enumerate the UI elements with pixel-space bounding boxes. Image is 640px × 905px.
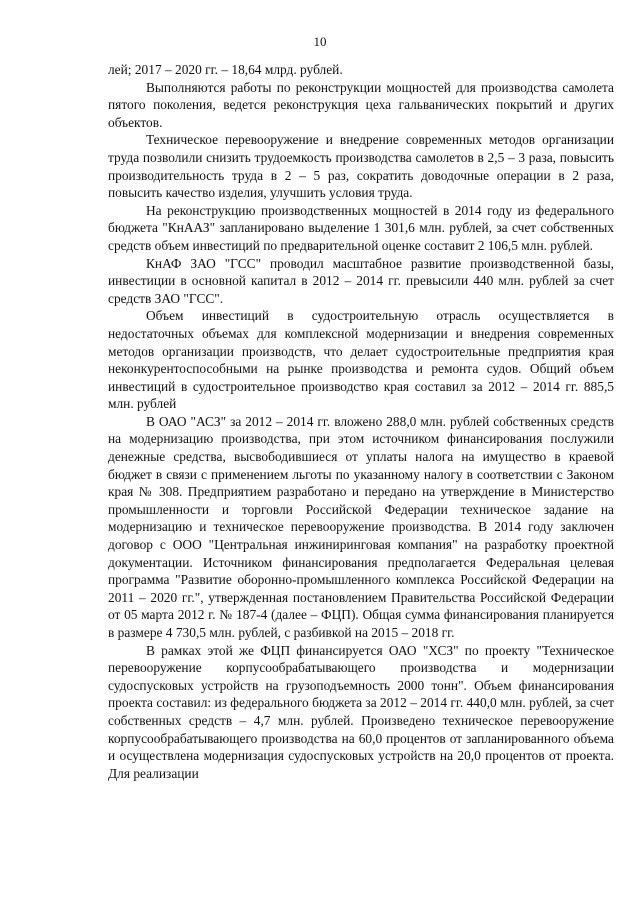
page-number: 10: [313, 34, 327, 49]
paragraph-continuation: лей; 2017 – 2020 гг. – 18,64 млрд. рублей.: [108, 62, 343, 77]
body-text: [108, 61, 614, 782]
paragraph-knaaz-funding: На реконструкцию производственных мощностей в 2014 году из федерального бюджета "КнААЗ" запланировано выделение 1 301,6 млн. рублей, за счет собственных средств объем инвестиций по предварительной оценке составит 2 106,5 млн. рублей.: [108, 202, 614, 253]
paragraph-shipbuilding-investment: Объем инвестиций в судостроительную отрасль осуществляется в недостаточных объемах для комплексной модернизации и внедрения современных методов организации производств, что делает судостроительные предприятия края неконкурентоспособными на рынке производства и ремонта судов. Общий объем инвестиций в судостроительное производство края составил за 2012 – 2014 гг. 885,5 млн. рублей: [108, 308, 614, 412]
paragraph-technical-reequipment: Техническое перевооружение и внедрение современных методов организации труда позволили снизить трудоемкость производства самолетов в 2,5 – 3 раза, повысить производительность труда в 2 – 5 раз, сократить доводочные операции в 2 раза, повысить качество изделия, улучшить условия труда.: [108, 132, 614, 201]
paragraph-asz-modernization: В ОАО "АСЗ" за 2012 – 2014 гг. вложено 288,0 млн. рублей собственных средств на модернизацию производства, при этом источником финансирования послужили денежные средства, высвободившиеся от уплаты налога на имущество в краевой бюджет в связи с применением льготы по указанному налогу в соответствии с Законом края № 308. Предприятием разработано и передано на утверждение в Министерство промышленности и торговли Российской Федерации техническое задание на модернизацию и техническое перевооружение производства. В 2014 году заключен договор с ООО "Центральная инжиниринговая компания" на разработку проектной документации. Источником финансирования предполагается Федеральная целевая программа "Развитие оборонно-промышленного комплекса Российской Федерации на 2011 – 2020 гг.", утвержденная постановлением Правительства Российской Федерации от 05 марта 2012 г. № 187-4 (далее – ФЦП). Общая сумма финансирования планируется в размере 4 730,5 млн. рублей, с разбивкой на 2015 – 2018 гг.: [108, 413, 614, 640]
paragraph-gss-investment: КнАФ ЗАО "ГСС" проводил масштабное развитие производственной базы, инвестиции в основной капитал в 2012 – 2014 гг. превысили 440 млн. рублей за счет средств ЗАО "ГСС".: [108, 255, 614, 306]
paragraph-reconstruction-works: Выполняются работы по реконструкции мощностей для производства самолета пятого поколения, ведется реконструкция цеха гальванических покрытий и других объектов.: [108, 79, 614, 130]
paragraph-hsz-project: В рамках этой же ФЦП финансируется ОАО "ХСЗ" по проекту "Техническое перевооружение корпусообрабатывающего производства и модернизации судоспусковых устройств на грузоподъемность 2000 тонн". Объем финансирования проекта составил: из федерального бюджета за 2012 – 2014 гг. 440,0 млн. рублей, за счет собственных средств – 4,7 млн. рублей. Произведено техническое перевооружение корпусообрабатывающего производства на 60,0 процентов от запланированного объема и осуществлена модернизация судоспусковых устройств на 20,0 процентов от проекта. Для реализации: [108, 642, 614, 781]
